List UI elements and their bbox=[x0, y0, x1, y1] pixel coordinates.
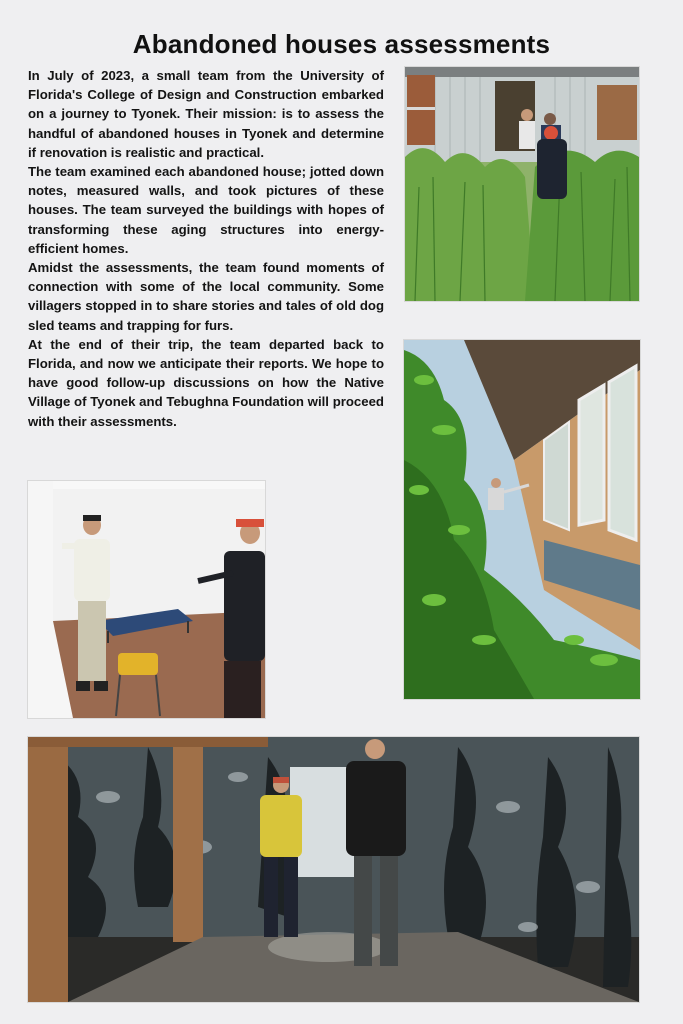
paragraph-community: Amidst the assessments, the team found moments of connection with some of the local community. Some villagers stopped in to share stories and tales of old dog sled teams and trapping for furs. bbox=[28, 260, 384, 333]
paragraph-conclusion: At the end of their trip, the team departed back to Florida, and now we anticipate their reports. We hope to have good follow-up discussions on how the Native Village of Tyonek and Tebughna Foundation will proceed with their assessments. bbox=[28, 336, 384, 429]
photo-house-side-overgrown bbox=[403, 339, 641, 700]
photo-illustration bbox=[28, 481, 265, 718]
photo-measuring-interior bbox=[27, 480, 266, 719]
photo-illustration bbox=[28, 737, 639, 1002]
paragraph-examination: The team examined each abandoned house; jotted down notes, measured walls, and took pictures of these houses. The team surveyed the buildings with hopes of transforming these aging structures into energy-efficient homes. bbox=[28, 164, 384, 256]
photo-illustration bbox=[404, 340, 640, 699]
paragraph-intro: In July of 2023, a small team from the University of Florida's College of Design and Construction embarked on a journey to Tyonek. Their mission: is to assess the handful of abandoned houses in Tyonek and determine if renovation is realistic and practical. bbox=[28, 68, 384, 160]
photo-moldy-interior bbox=[27, 736, 640, 1003]
page-title: Abandoned houses assessments bbox=[132, 29, 551, 60]
photo-illustration bbox=[405, 67, 639, 301]
article-body bbox=[28, 66, 384, 431]
photo-team-approaching-house bbox=[404, 66, 640, 302]
